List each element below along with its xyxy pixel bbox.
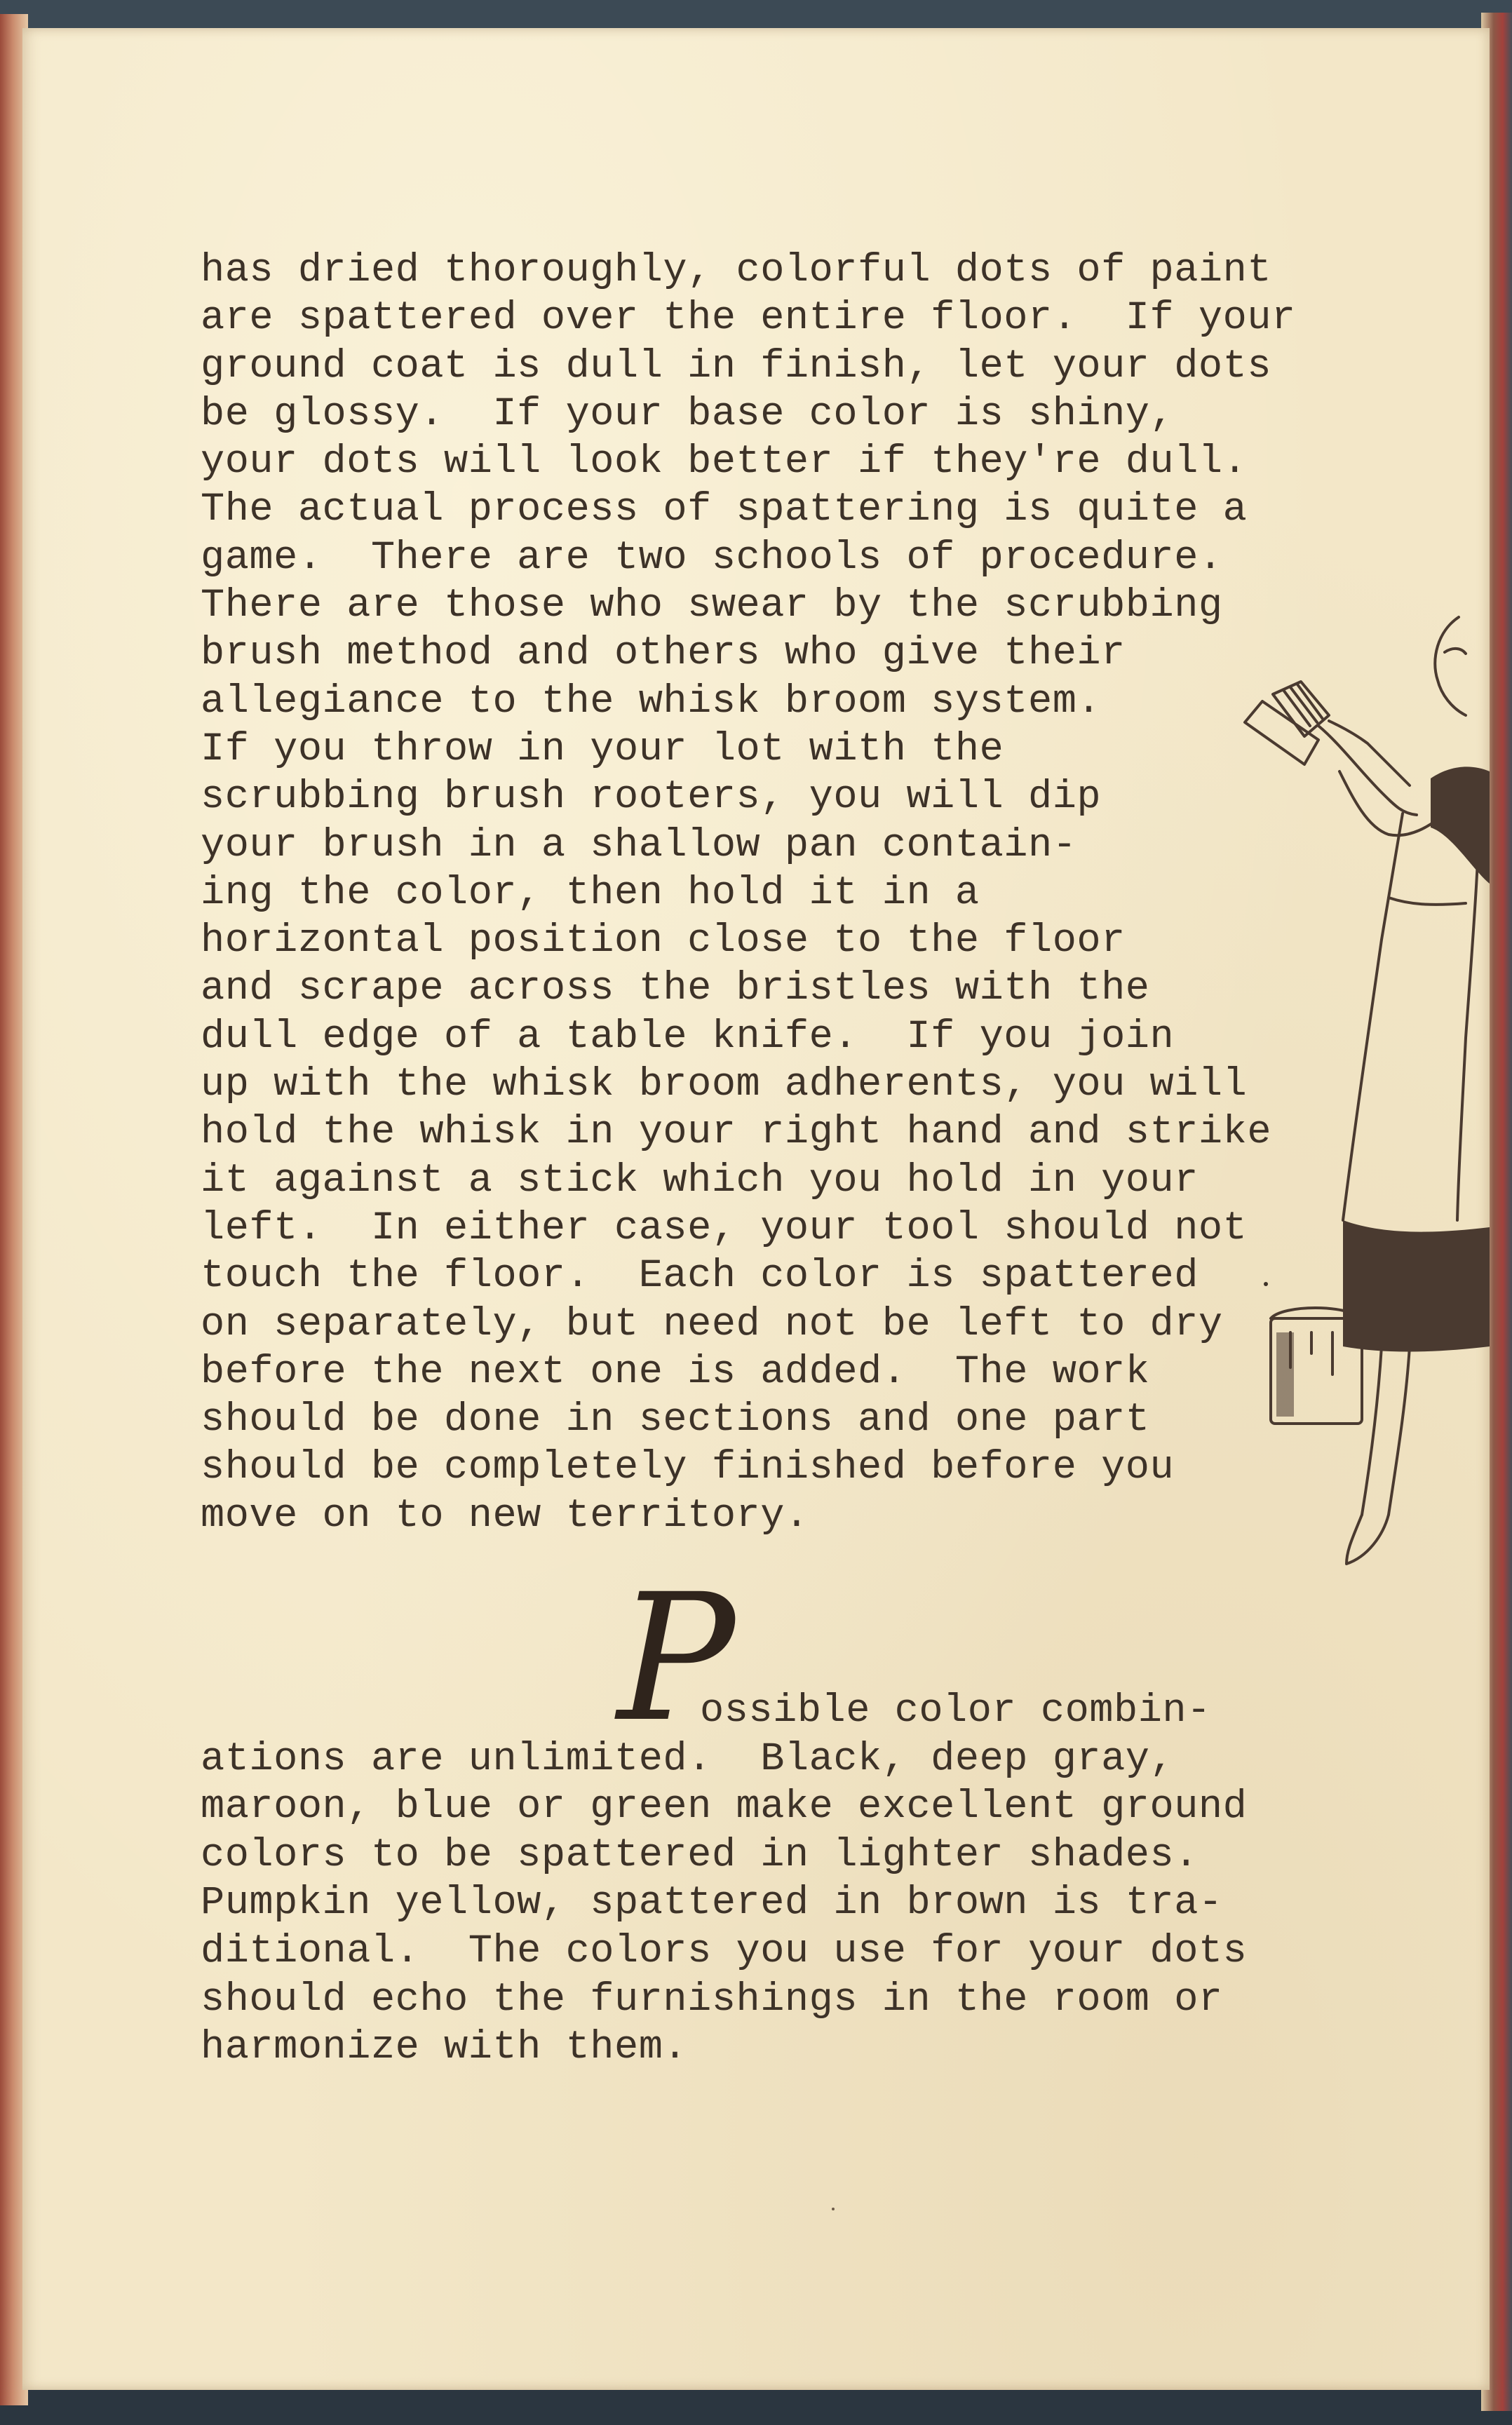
text-line: and scrape across the bristles with the (201, 966, 1150, 1012)
text-line: There are those who swear by the scrubbing (201, 583, 1223, 629)
text-line: horizontal position close to the floor (201, 919, 1126, 964)
text-line: left. In either case, your tool should not (201, 1205, 1248, 1251)
text-line: should be done in sections and one part (201, 1398, 1150, 1443)
text-line: has dried thoroughly, colorful dots of paint (201, 248, 1272, 293)
skirt-hem-fill (1343, 1220, 1490, 1352)
text-line: are spattered over the entire floor. If your (201, 296, 1296, 342)
text-line: brush method and others who give their (201, 631, 1126, 677)
text-line: be glossy. If your base color is shiny, (201, 391, 1175, 437)
text-line: move on to new territory. (201, 1493, 809, 1539)
sleeve-fill (1431, 766, 1490, 884)
text-line: game. There are two schools of procedure. (201, 535, 1223, 581)
text-line: allegiance to the whisk broom system. (201, 679, 1102, 724)
text-line: harmonize with them. (201, 2025, 688, 2071)
text-line: touch the floor. Each color is spattered (201, 1254, 1199, 1299)
ink-speck (832, 2208, 835, 2210)
text-line: If you throw in your lot with the (201, 727, 1004, 772)
text-line: on separately, but need not be left to dry (201, 1302, 1223, 1347)
text-line: before the next one is added. The work (201, 1349, 1150, 1395)
text-line: Pumpkin yellow, spattered in brown is tra- (201, 1881, 1223, 1926)
paragraph-2 (201, 1687, 1247, 2072)
text-line: scrubbing brush rooters, you will dip (201, 775, 1102, 820)
text-line: your dots will look better if they're dull. (201, 440, 1248, 485)
paint-drips (1290, 1332, 1332, 1374)
text-line: ations are unlimited. Black, deep gray, (201, 1736, 1175, 1782)
text-line: up with the whisk broom adherents, you will (201, 1062, 1248, 1108)
raised-arm-lower (1318, 726, 1417, 815)
text-line: it against a stick which you hold in your (201, 1158, 1199, 1203)
text-line: dull edge of a table knife. If you join (201, 1014, 1175, 1060)
waist-line (1389, 898, 1466, 905)
text-line: should echo the furnishings in the room or (201, 1977, 1223, 2022)
text-line: ing the color, then hold it in a (201, 870, 980, 916)
text-line: The actual process of spattering is quite a (201, 487, 1248, 533)
text-line: colors to be spattered in lighter shades. (201, 1832, 1199, 1878)
drop-cap: P (617, 1556, 736, 1760)
text-line: maroon, blue or green make excellent ground (201, 1785, 1248, 1830)
text-line: ground coat is dull in finish, let your dots (201, 344, 1272, 389)
paragraph-1 (201, 247, 1296, 1540)
text-line: should be completely finished before you (201, 1445, 1175, 1491)
leg-left (1362, 1346, 1382, 1515)
text-line: your brush in a shallow pan contain- (201, 823, 1077, 868)
shoe (1346, 1515, 1389, 1564)
dress-left-edge (1343, 813, 1403, 1220)
text-line: ditional. The colors you use for your dots (201, 1928, 1248, 1974)
paint-can-shadow (1276, 1332, 1294, 1417)
leg-right (1389, 1346, 1410, 1515)
head-outline (1435, 617, 1466, 715)
drop-cap-line: ossible color combin- (700, 1689, 1211, 1734)
text-line: hold the whisk in your right hand and strike (201, 1110, 1272, 1156)
woman-with-brush-and-paint-can-illustration (1178, 603, 1490, 1697)
eyebrow (1445, 649, 1466, 654)
